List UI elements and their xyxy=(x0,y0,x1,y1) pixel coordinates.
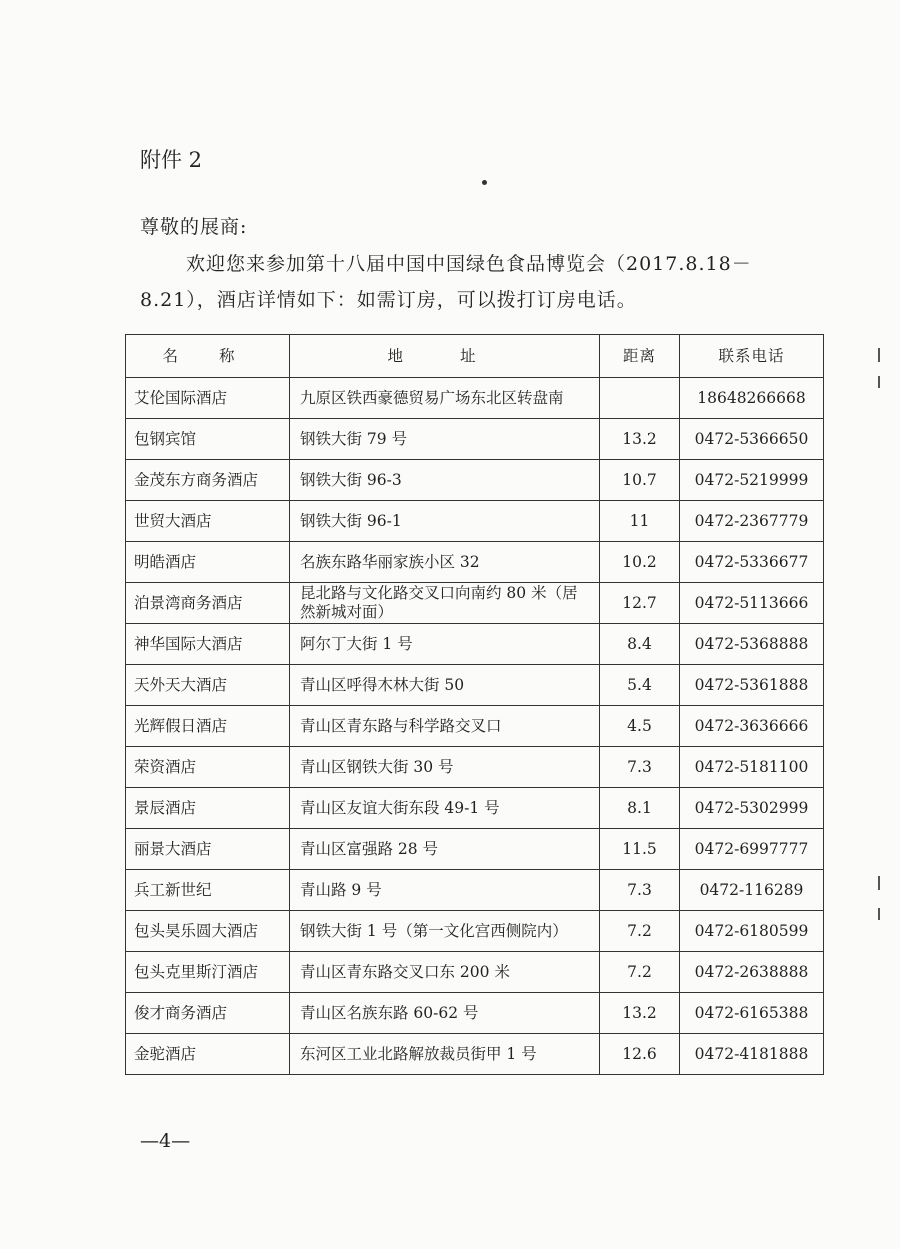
hotel-phone: 0472-5361888 xyxy=(680,665,824,706)
table-row xyxy=(126,542,824,583)
stray-dot xyxy=(482,180,487,185)
table-header-row xyxy=(126,335,824,378)
hotel-address: 名族东路华丽家族小区 32 xyxy=(290,542,600,583)
hotel-address: 东河区工业北路解放裁员街甲 1 号 xyxy=(290,1034,600,1075)
hotel-distance: 7.2 xyxy=(600,911,680,952)
hotel-phone: 0472-5336677 xyxy=(680,542,824,583)
table-row xyxy=(126,501,824,542)
table-row xyxy=(126,788,824,829)
hotel-address: 青山区呼得木林大街 50 xyxy=(290,665,600,706)
table-row xyxy=(126,911,824,952)
scan-mark xyxy=(878,908,880,920)
attachment-label: 附件 2 xyxy=(140,148,203,172)
hotel-name: 光辉假日酒店 xyxy=(126,706,290,747)
hotel-name: 俊才商务酒店 xyxy=(126,993,290,1034)
hotel-name: 世贸大酒店 xyxy=(126,501,290,542)
hotel-phone: 0472-6165388 xyxy=(680,993,824,1034)
hotel-distance: 8.1 xyxy=(600,788,680,829)
hotel-name: 景辰酒店 xyxy=(126,788,290,829)
hotel-name: 艾伦国际酒店 xyxy=(126,378,290,419)
hotel-phone: 0472-6180599 xyxy=(680,911,824,952)
hotel-address: 阿尔丁大街 1 号 xyxy=(290,624,600,665)
table-row xyxy=(126,829,824,870)
hotel-address: 青山区青东路交叉口东 200 米 xyxy=(290,952,600,993)
hotel-table xyxy=(125,334,824,1075)
page-number: —4— xyxy=(140,1130,191,1152)
hotel-name: 明皓酒店 xyxy=(126,542,290,583)
hotel-name: 包钢宾馆 xyxy=(126,419,290,460)
header-distance: 距离 xyxy=(600,335,680,378)
scan-mark xyxy=(878,376,880,388)
hotel-distance: 7.3 xyxy=(600,747,680,788)
table-row xyxy=(126,870,824,911)
hotel-name: 天外天大酒店 xyxy=(126,665,290,706)
hotel-phone: 0472-5302999 xyxy=(680,788,824,829)
hotel-phone: 0472-5368888 xyxy=(680,624,824,665)
hotel-distance: 8.4 xyxy=(600,624,680,665)
hotel-address: 钢铁大街 96-3 xyxy=(290,460,600,501)
table-row xyxy=(126,952,824,993)
table-row xyxy=(126,706,824,747)
hotel-name: 兵工新世纪 xyxy=(126,870,290,911)
table-row xyxy=(126,583,824,624)
hotel-phone: 0472-5219999 xyxy=(680,460,824,501)
hotel-distance: 13.2 xyxy=(600,993,680,1034)
hotel-address: 青山区友谊大街东段 49-1 号 xyxy=(290,788,600,829)
hotel-distance: 10.2 xyxy=(600,542,680,583)
table-row xyxy=(126,747,824,788)
hotel-address: 青山区青东路与科学路交叉口 xyxy=(290,706,600,747)
hotel-name: 荣资酒店 xyxy=(126,747,290,788)
table-row xyxy=(126,993,824,1034)
hotel-distance: 7.3 xyxy=(600,870,680,911)
hotel-distance: 13.2 xyxy=(600,419,680,460)
hotel-name: 包头昊乐圆大酒店 xyxy=(126,911,290,952)
hotel-phone: 0472-5113666 xyxy=(680,583,824,624)
intro-paragraph: 欢迎您来参加第十八届中国中国绿色食品博览会（2017.8.18－8.21），酒店详情如下：如需订房，可以拨打订房电话。 xyxy=(140,253,752,311)
hotel-distance: 12.6 xyxy=(600,1034,680,1075)
hotel-name: 泊景湾商务酒店 xyxy=(126,583,290,624)
table-row xyxy=(126,419,824,460)
table-row xyxy=(126,1034,824,1075)
header-address: 地 址 xyxy=(290,335,600,378)
hotel-phone: 0472-2638888 xyxy=(680,952,824,993)
table-row xyxy=(126,460,824,501)
hotel-address: 青山区名族东路 60-62 号 xyxy=(290,993,600,1034)
hotel-distance: 4.5 xyxy=(600,706,680,747)
hotel-address: 钢铁大街 1 号（第一文化宫西侧院内） xyxy=(290,911,600,952)
hotel-phone: 0472-6997777 xyxy=(680,829,824,870)
table-row xyxy=(126,624,824,665)
hotel-name: 包头克里斯汀酒店 xyxy=(126,952,290,993)
hotel-address: 钢铁大街 96-1 xyxy=(290,501,600,542)
hotel-address: 青山路 9 号 xyxy=(290,870,600,911)
hotel-phone: 0472-116289 xyxy=(680,870,824,911)
scan-mark xyxy=(878,348,880,362)
header-phone: 联系电话 xyxy=(680,335,824,378)
hotel-distance: 11.5 xyxy=(600,829,680,870)
hotel-distance: 12.7 xyxy=(600,583,680,624)
hotel-distance: 7.2 xyxy=(600,952,680,993)
hotel-address: 九原区铁西豪德贸易广场东北区转盘南 xyxy=(290,378,600,419)
hotel-address: 青山区钢铁大街 30 号 xyxy=(290,747,600,788)
hotel-distance: 11 xyxy=(600,501,680,542)
hotel-distance: 5.4 xyxy=(600,665,680,706)
greeting: 尊敬的展商: xyxy=(140,216,248,238)
hotel-name: 丽景大酒店 xyxy=(126,829,290,870)
hotel-address: 青山区富强路 28 号 xyxy=(290,829,600,870)
hotel-name: 金驼酒店 xyxy=(126,1034,290,1075)
hotel-phone: 0472-3636666 xyxy=(680,706,824,747)
hotel-phone: 0472-5181100 xyxy=(680,747,824,788)
hotel-name: 神华国际大酒店 xyxy=(126,624,290,665)
hotel-phone: 0472-4181888 xyxy=(680,1034,824,1075)
hotel-distance: 10.7 xyxy=(600,460,680,501)
scan-mark xyxy=(878,876,880,890)
table-row xyxy=(126,378,824,419)
table-row xyxy=(126,665,824,706)
hotel-distance xyxy=(600,378,680,419)
hotel-name: 金茂东方商务酒店 xyxy=(126,460,290,501)
hotel-phone: 18648266668 xyxy=(680,378,824,419)
hotel-address: 昆北路与文化路交叉口向南约 80 米（居然新城对面） xyxy=(290,583,600,624)
hotel-phone: 0472-2367779 xyxy=(680,501,824,542)
hotel-address: 钢铁大街 79 号 xyxy=(290,419,600,460)
hotel-phone: 0472-5366650 xyxy=(680,419,824,460)
header-name: 名 称 xyxy=(126,335,290,378)
